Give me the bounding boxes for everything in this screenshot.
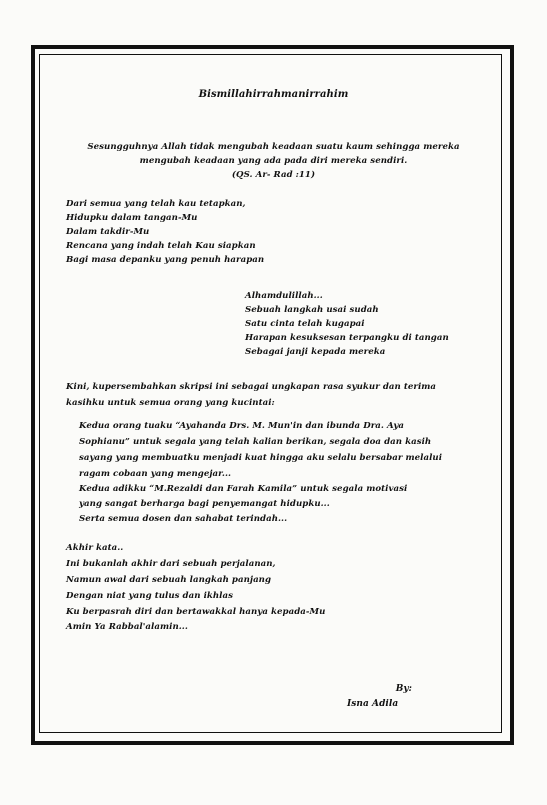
- quote-line-2: mengubah keadaan yang ada pada diri mereka sendiri.: [139, 156, 408, 166]
- page-heading: Bismillahirrahmanirrahim: [198, 89, 349, 100]
- poem-line: Satu cinta telah kugapai: [245, 319, 365, 329]
- closing-line: Amin Ya Rabbal'alamin...: [66, 622, 188, 632]
- paragraph-line: yang sangat berharga bagi penyemangat hidupku...: [79, 499, 330, 509]
- poem-line: Dalam takdir-Mu: [66, 227, 150, 237]
- paragraph-line: ragam cobaan yang mengejar...: [79, 469, 232, 479]
- paragraph-line: Kini, kupersembahkan skripsi ini sebagai ungkapan rasa syukur dan terima: [66, 382, 437, 392]
- paragraph-line: sayang yang membuatku menjadi kuat hingga aku selalu bersabar melalui: [79, 453, 443, 463]
- poem-line: Hidupku dalam tangan-Mu: [66, 213, 198, 223]
- quote-citation: (QS. Ar- Rad :11): [231, 170, 316, 180]
- quote-line-1: Sesungguhnya Allah tidak mengubah keadaan suatu kaum sehingga mereka: [87, 142, 460, 152]
- paragraph-line: Sophianu” untuk segala yang telah kalian berikan, segala doa dan kasih: [79, 437, 432, 447]
- closing-line: Namun awal dari sebuah langkah panjang: [66, 575, 272, 585]
- poem-line: Sebuah langkah usai sudah: [245, 305, 379, 315]
- paragraph-line: Serta semua dosen dan sahabat terindah...: [79, 514, 288, 524]
- paragraph-line: Kedua orang tuaku “Ayahanda Drs. M. Mun'in dan ibunda Dra. Aya: [79, 421, 405, 431]
- poem-line: Rencana yang indah telah Kau siapkan: [66, 241, 256, 251]
- signature-name: Isna Adila: [347, 699, 399, 709]
- poem-line: Harapan kesuksesan terpangku di tangan: [245, 333, 449, 343]
- poem-line: Alhamdulillah...: [245, 291, 323, 301]
- poem-line: Bagi masa depanku yang penuh harapan: [66, 255, 265, 265]
- paragraph-line: Kedua adikku “M.Rezaldi dan Farah Kamila” untuk segala motivasi: [79, 484, 408, 494]
- signature-by: By:: [395, 684, 412, 694]
- closing-line: Ku berpasrah diri dan bertawakkal hanya kepada-Mu: [66, 607, 326, 617]
- poem-line: Sebagai janji kepada mereka: [245, 347, 386, 357]
- closing-line: Akhir kata..: [66, 543, 124, 553]
- poem-line: Dari semua yang telah kau tetapkan,: [66, 199, 246, 209]
- paragraph-line: kasihku untuk semua orang yang kucintai:: [66, 398, 275, 408]
- closing-line: Ini bukanlah akhir dari sebuah perjalanan,: [66, 559, 276, 569]
- closing-line: Dengan niat yang tulus dan ikhlas: [66, 591, 234, 601]
